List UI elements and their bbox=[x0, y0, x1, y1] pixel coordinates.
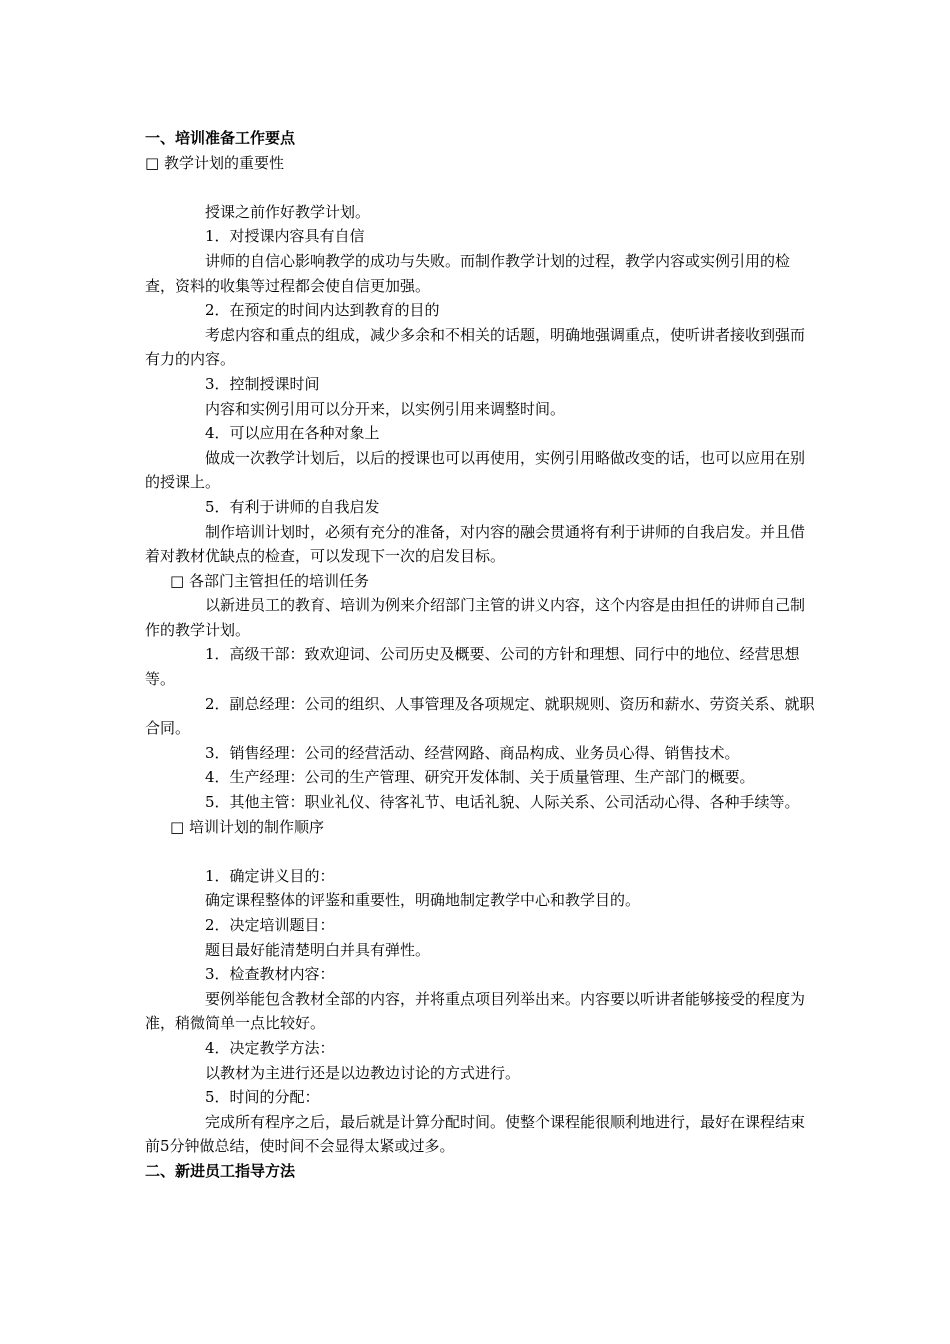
department-intro: 以新进员工的教育、培训为例来介绍部门主管的讲义内容，这个内容是由担任的讲师自己制作的教学计划。 bbox=[145, 596, 806, 639]
document-body bbox=[145, 126, 815, 1184]
step-text: 完成所有程序之后，最后就是计算分配时间。使整个课程能很顺利地进行，最好在课程结束前5分钟做总结，使时间不会显得太紧或过多。 bbox=[145, 1112, 806, 1156]
item-title: 5．有利于讲师的自我启发 bbox=[205, 497, 380, 516]
department-item: 2．副总经理：公司的组织、人事管理及各项规定、就职规则、资历和薪水、劳资关系、就职合同。 bbox=[145, 694, 815, 738]
step-text: 要例举能包含教材全部的内容，并将重点项目列举出来。内容要以听讲者能够接受的程度为准，稍微简单一点比较好。 bbox=[145, 989, 806, 1033]
item-text: 制作培训计划时，必须有充分的准备，对内容的融会贯通将有利于讲师的自我启发。并且借着对教材优缺点的检查，可以发现下一次的启发目标。 bbox=[145, 522, 806, 566]
step-text: 确定课程整体的评鉴和重要性，明确地制定教学中心和教学目的。 bbox=[205, 891, 641, 910]
item-title: 2．在预定的时间内达到教育的目的 bbox=[205, 301, 440, 320]
department-item: 3．销售经理：公司的经营活动、经营网路、商品构成、业务员心得、销售技术。 bbox=[205, 743, 740, 762]
step-title: 1．确定讲义目的： bbox=[205, 866, 335, 885]
department-item: 5．其他主管：职业礼仪、待客礼节、电话礼貌、人际关系、公司活动心得、各种手续等。 bbox=[205, 793, 800, 812]
blank-line bbox=[145, 175, 815, 200]
blank-line bbox=[145, 839, 815, 864]
department-item: 4．生产经理：公司的生产管理、研究开发体制、关于质量管理、生产部门的概要。 bbox=[205, 768, 755, 787]
step-title: 4．决定教学方法： bbox=[205, 1038, 335, 1057]
item-title: 4．可以应用在各种对象上 bbox=[205, 424, 380, 443]
item-text: 做成一次教学计划后，以后的授课也可以再使用，实例引用略做改变的话，也可以应用在别的授课上。 bbox=[145, 448, 806, 492]
subheading-teaching-plan: □ 教学计划的重要性 bbox=[145, 153, 284, 172]
section-heading-1: 一、培训准备工作要点 bbox=[145, 129, 296, 147]
intro-paragraph: 授课之前作好教学计划。 bbox=[205, 202, 371, 221]
step-text: 以教材为主进行还是以边教边讨论的方式进行。 bbox=[205, 1063, 521, 1082]
step-title: 5．时间的分配： bbox=[205, 1088, 320, 1107]
item-text: 讲师的自信心影响教学的成功与失败。而制作教学计划的过程，教学内容或实例引用的检查，资料的收集等过程都会使自信更加强。 bbox=[145, 251, 791, 295]
subheading-plan-procedure: □ 培训计划的制作顺序 bbox=[170, 817, 324, 836]
step-title: 2．决定培训题目： bbox=[205, 916, 335, 934]
subheading-department-training: □ 各部门主管担任的培训任务 bbox=[170, 571, 369, 590]
department-item: 1．高级干部：致欢迎词、公司历史及概要、公司的方针和理想、同行中的地位、经营思想等。 bbox=[145, 645, 800, 689]
section-heading-2: 二、新进员工指导方法 bbox=[145, 1161, 296, 1180]
step-title: 3．检查教材内容： bbox=[205, 965, 335, 984]
item-text: 内容和实例引用可以分开来，以实例引用来调整时间。 bbox=[205, 399, 566, 418]
item-title: 1．对授课内容具有自信 bbox=[205, 227, 365, 246]
step-text: 题目最好能清楚明白并具有弹性。 bbox=[205, 940, 431, 959]
item-title: 3．控制授课时间 bbox=[205, 374, 320, 393]
item-text: 考虑内容和重点的组成，减少多余和不相关的话题，明确地强调重点，使听讲者接收到强而有力的内容。 bbox=[145, 325, 806, 369]
